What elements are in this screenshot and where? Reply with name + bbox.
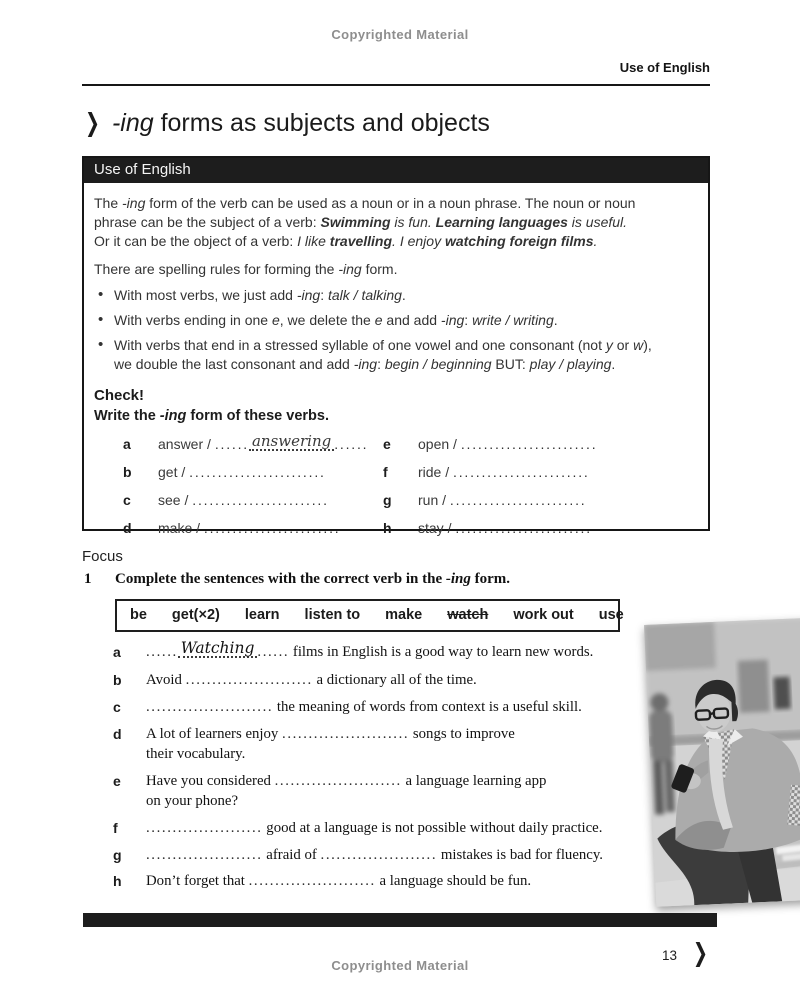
sentence-item: [113, 670, 653, 690]
item-letter: e: [383, 436, 391, 452]
blank-dots: ........................: [455, 520, 592, 536]
item-letter: d: [113, 726, 122, 742]
check-item: [123, 491, 383, 510]
blank-dots: ........................: [453, 464, 590, 480]
grammar-box-content: [84, 183, 708, 538]
page-title: [82, 108, 490, 138]
grammar-paragraph-1: The -ing form of the verb can be used as a noun or in a noun phrase. The noun or noun phrase can be the subject of a verb: Swimming is fun. Learning languages is useful. Or it can be the object of a verb: I like travelling. I enjoy watching foreign films.: [94, 195, 636, 249]
item-letter: g: [383, 492, 392, 508]
page-number: 13: [662, 948, 678, 963]
sentence-text: Avoid ........................ a dictionary all of the time.: [146, 672, 477, 688]
word-bank-item: use: [598, 607, 624, 623]
check-column-2: [383, 435, 597, 538]
bottom-bar: [83, 913, 717, 927]
focus-label: Focus: [82, 548, 123, 565]
item-letter: f: [113, 820, 118, 836]
item-letter: d: [123, 520, 132, 536]
item-letter: b: [123, 464, 132, 480]
spelling-rules-list: [94, 286, 692, 374]
check-item: [123, 463, 383, 482]
check-item-body: stay / ........................: [418, 520, 592, 536]
exercise-number: 1: [84, 571, 92, 587]
blank-dots: ........................: [203, 520, 341, 536]
chevron-right-icon: ❯: [85, 109, 100, 137]
man-with-phone-photo: [644, 617, 800, 906]
sentence-item: [113, 771, 653, 811]
check-instruction: Write the -ing form of these verbs.: [94, 408, 329, 424]
item-letter: c: [123, 492, 131, 508]
sentence-item: [113, 639, 653, 662]
grammar-paragraph-2: There are spelling rules for forming the -ing form.: [94, 261, 398, 277]
check-item: [123, 432, 383, 454]
check-item-body: open / ........................: [418, 436, 598, 452]
blank-dots: ........................: [192, 492, 329, 508]
blank-dots: ......: [146, 644, 178, 660]
header-rule: [82, 84, 710, 86]
check-item-body: answer / ...... answering ......: [158, 432, 369, 452]
check-exercise-grid: [123, 432, 692, 538]
word-bank-item: get(×2): [171, 607, 220, 623]
page-title-rest: forms as subjects and objects: [153, 109, 490, 137]
blank-dots: ......: [214, 436, 249, 452]
sentence-item: [113, 871, 653, 891]
copyright-notice-bottom: Copyrighted Material: [331, 958, 469, 973]
word-bank-item: work out: [513, 607, 574, 623]
sentence-text: ...... Watching ...... films in English is a good way to learn new words.: [146, 639, 594, 660]
item-letter: a: [113, 644, 121, 660]
page-title-italic: -ing: [111, 109, 154, 137]
blank-dots: ......: [257, 644, 290, 660]
sentence-text: ...................... afraid of ...................... mistakes is bad for fluency.: [146, 847, 603, 863]
check-item: [383, 435, 597, 454]
running-header: Use of English: [619, 60, 710, 75]
sentence-item: [113, 818, 653, 838]
spelling-rule: • With verbs ending in one e, we delete the e and add -ing: write / writing.: [94, 311, 692, 330]
check-column-1: [123, 432, 383, 538]
check-item: [383, 519, 597, 538]
student-photo: [644, 617, 800, 906]
check-title: Check!: [94, 387, 145, 404]
item-letter: h: [383, 520, 392, 536]
word-bank-item: learn: [244, 607, 280, 623]
item-letter: b: [113, 672, 122, 688]
sentence-item: [113, 845, 653, 865]
sentence-item: [113, 724, 653, 764]
blank-dots: ......................: [146, 820, 263, 836]
blank-dots: ......................: [320, 847, 438, 863]
check-item-body: see / ........................: [158, 492, 329, 508]
handwritten-answer: answering: [249, 435, 334, 451]
grammar-box-header: Use of English: [84, 158, 708, 183]
check-item-body: ride / ........................: [418, 464, 590, 480]
word-bank-item: listen to: [304, 607, 361, 623]
check-item-body: make / ........................: [158, 520, 341, 536]
check-item: [123, 519, 383, 538]
blank-dots: ........................: [248, 873, 376, 889]
blank-dots: ........................: [460, 436, 598, 452]
item-letter: e: [113, 773, 121, 789]
word-bank-item: make: [385, 607, 423, 623]
sentence-text: Have you considered ........................ a language learning app on your phone?: [146, 773, 547, 809]
word-bank-box: [115, 599, 624, 632]
sentence-text: ........................ the meaning of words from context is a useful skill.: [146, 699, 582, 715]
item-letter: h: [113, 873, 122, 889]
blank-dots: ........................: [274, 773, 402, 789]
word-bank-item: watch: [447, 607, 489, 623]
check-item-body: get / ........................: [158, 464, 326, 480]
grammar-box: [82, 156, 710, 536]
blank-dots: ........................: [282, 726, 410, 742]
check-item: [383, 491, 597, 510]
blank-dots: ........................: [449, 492, 587, 508]
blank-dots: ........................: [189, 464, 326, 480]
blank-dots: ........................: [185, 672, 313, 688]
word-bank-item: be: [130, 607, 147, 623]
check-item-body: run / ........................: [418, 492, 587, 508]
sentence-text: Don’t forget that ........................ a language should be fun.: [146, 873, 532, 889]
sentence-text: A lot of learners enjoy ........................ songs to improve their vocabulary.: [146, 726, 515, 762]
spelling-rule: • With most verbs, we just add -ing: talk / talking.: [94, 286, 692, 305]
sentence-item: [113, 697, 653, 717]
item-letter: c: [113, 699, 121, 715]
item-letter: f: [383, 464, 388, 480]
page-chevron-icon: ❯: [692, 939, 709, 967]
copyright-notice-top: Copyrighted Material: [331, 27, 469, 42]
handwritten-answer: Watching: [178, 642, 258, 658]
item-letter: a: [123, 436, 131, 452]
blank-dots: ......................: [146, 847, 263, 863]
exercise-instruction: Complete the sentences with the correct verb in the -ing form.: [115, 571, 511, 587]
item-letter: g: [113, 847, 122, 863]
check-item: [383, 463, 597, 482]
sentence-text: ...................... good at a language is not possible without daily practice.: [146, 820, 603, 836]
exercise-1-instruction-row: [84, 571, 724, 588]
blank-dots: ......: [334, 436, 369, 452]
spelling-rule: • With verbs that end in a stressed syllable of one vowel and one consonant (not y or w), we double the last consonant and add -ing: begin / beginning BUT: play / playing.: [94, 336, 692, 374]
blank-dots: ........................: [146, 699, 274, 715]
